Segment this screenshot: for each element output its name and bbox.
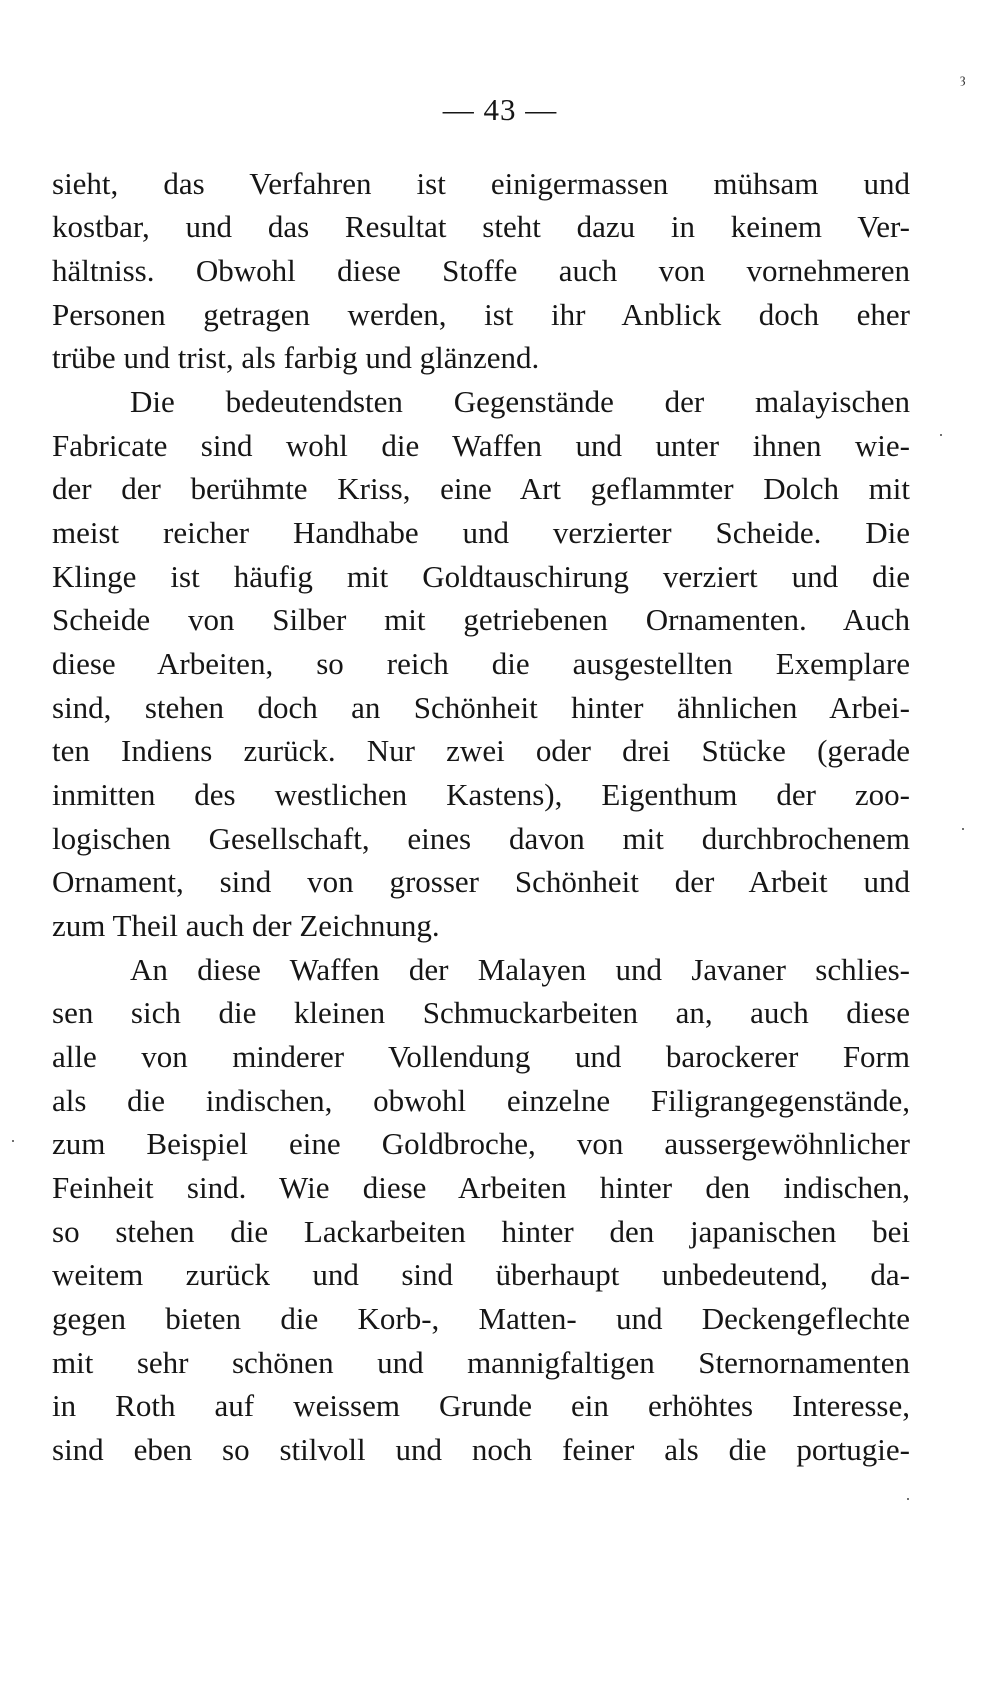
text-line: als die indischen, obwohl einzelne Filigrangegenstände, bbox=[52, 1083, 910, 1118]
text-line: Scheide von Silber mit getriebenen Ornamenten. Auch bbox=[52, 602, 910, 637]
text-line: An diese Waffen der Malayen und Javaner schlies- bbox=[130, 952, 910, 987]
text-line: Klinge ist häufig mit Goldtauschirung verziert und die bbox=[52, 559, 910, 594]
text-line: Feinheit sind. Wie diese Arbeiten hinter den indischen, bbox=[52, 1170, 910, 1205]
text-line: gegen bieten die Korb-, Matten- und Deckengeflechte bbox=[52, 1301, 910, 1336]
text-line: Ornament, sind von grosser Schönheit der Arbeit und bbox=[52, 864, 910, 899]
text-line: sind, stehen doch an Schönheit hinter ähnlichen Arbei- bbox=[52, 690, 910, 725]
text-line: Die bedeutendsten Gegenstände der malayischen bbox=[130, 384, 910, 419]
text-line: Personen getragen werden, ist ihr Anblick doch eher bbox=[52, 297, 910, 332]
text-line: diese Arbeiten, so reich die ausgestellten Exemplare bbox=[52, 646, 910, 681]
text-line: mit sehr schönen und mannigfaltigen Sternornamenten bbox=[52, 1345, 910, 1380]
text-line: sind eben so stilvoll und noch feiner als die portugie- bbox=[52, 1432, 910, 1467]
text-line: logischen Gesellschaft, eines davon mit durchbrochenem bbox=[52, 821, 910, 856]
text-line: so stehen die Lackarbeiten hinter den japanischen bei bbox=[52, 1214, 910, 1249]
print-speck bbox=[962, 828, 964, 830]
text-line: hältniss. Obwohl diese Stoffe auch von vornehmeren bbox=[52, 253, 910, 288]
text-line: meist reicher Handhabe und verzierter Scheide. Die bbox=[52, 515, 910, 550]
print-speck bbox=[12, 1140, 14, 1142]
text-line: Fabricate sind wohl die Waffen und unter ihnen wie- bbox=[52, 428, 910, 463]
text-line: zum Beispiel eine Goldbroche, von aussergewöhnlicher bbox=[52, 1126, 910, 1161]
print-speck bbox=[940, 434, 942, 436]
text-line: sen sich die kleinen Schmuckarbeiten an, auch diese bbox=[52, 995, 910, 1030]
text-line: alle von minderer Vollendung und barockerer Form bbox=[52, 1039, 910, 1074]
text-line: trübe und trist, als farbig und glänzend. bbox=[52, 340, 540, 375]
page-number: — 43 — bbox=[442, 92, 558, 127]
print-speck bbox=[907, 1498, 909, 1500]
text-line: inmitten des westlichen Kastens), Eigenthum der zoo- bbox=[52, 777, 910, 812]
text-line: der der berühmte Kriss, eine Art geflammter Dolch mit bbox=[52, 471, 910, 506]
text-line: zum Theil auch der Zeichnung. bbox=[52, 908, 440, 943]
text-line: kostbar, und das Resultat steht dazu in keinem Ver- bbox=[52, 209, 910, 244]
text-line: sieht, das Verfahren ist einigermassen mühsam und bbox=[52, 166, 910, 201]
text-line: in Roth auf weissem Grunde ein erhöhtes Interesse, bbox=[52, 1388, 910, 1423]
text-line: ten Indiens zurück. Nur zwei oder drei Stücke (gerade bbox=[52, 733, 910, 768]
text-line: weitem zurück und sind überhaupt unbedeutend, da- bbox=[52, 1257, 910, 1292]
corner-mark: ȝ bbox=[960, 72, 966, 87]
